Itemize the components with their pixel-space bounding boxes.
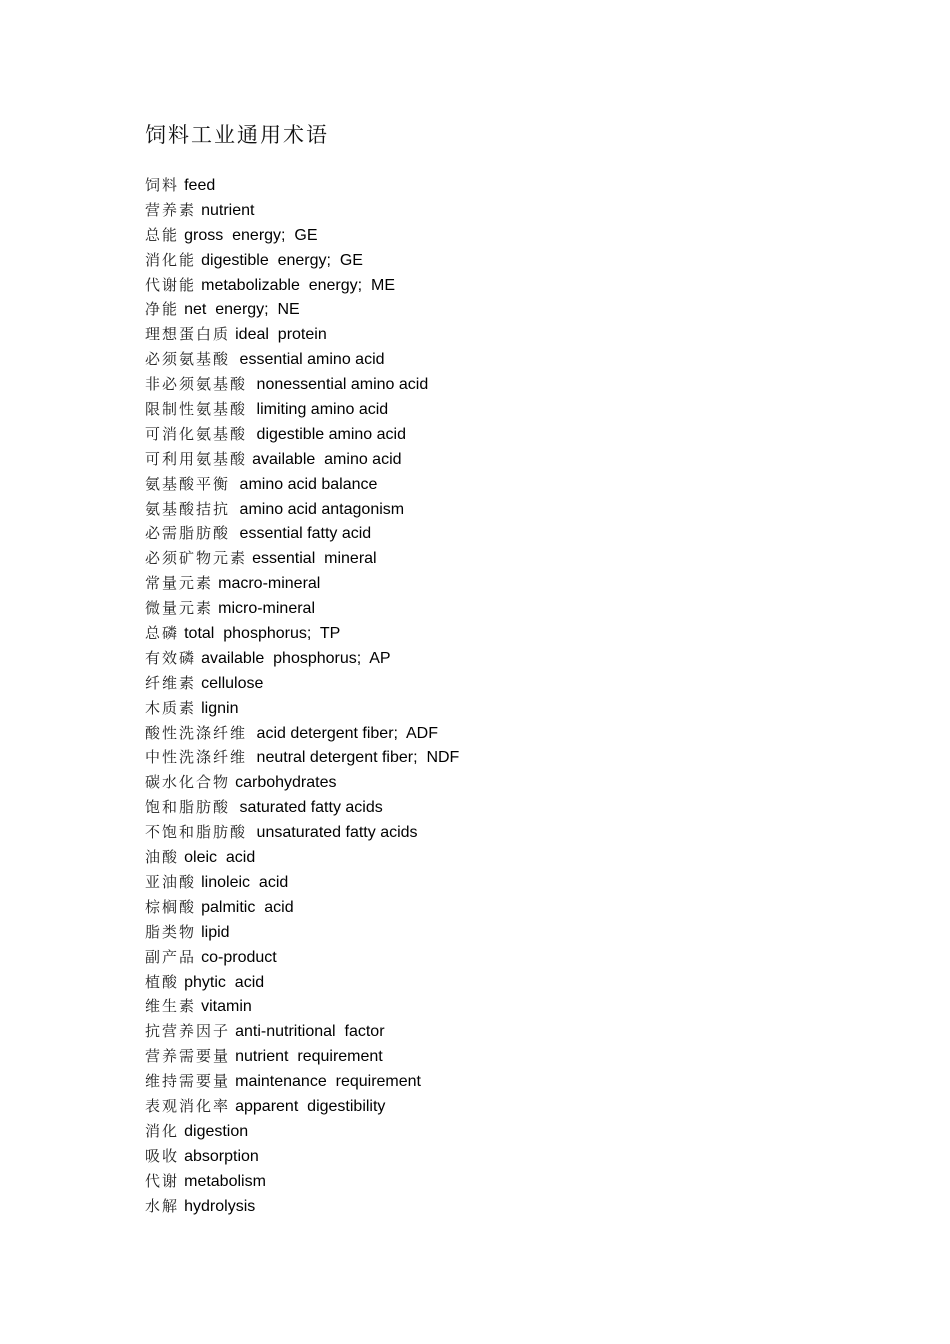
term-english: gross energy; GE [184,226,318,244]
term-english: neutral detergent fiber; NDF [252,749,460,767]
term-chinese: 酸性洗涤纤维 [145,723,248,742]
term-row [145,546,905,571]
term-chinese: 碳水化合物 [145,773,231,792]
term-row [145,696,905,721]
term-english: macro-mineral [218,575,321,593]
term-row [145,173,905,198]
term-english: feed [184,177,216,194]
term-english: co-product [201,948,277,966]
term-row [145,571,905,596]
term-row [145,248,905,273]
term-english: essential fatty acid [235,525,372,543]
term-row [145,372,905,397]
term-row [145,1069,905,1094]
term-chinese: 维持需要量 [145,1072,231,1091]
term-english: nonessential amino acid [252,376,429,394]
term-english: total phosphorus; TP [184,625,341,643]
term-chinese: 亚油酸 [145,872,197,891]
term-row [145,447,905,472]
term-english: carbohydrates [235,774,337,792]
term-row [145,297,905,322]
term-row [145,721,905,746]
term-english: digestible energy; GE [201,251,363,269]
term-row [145,994,905,1019]
term-row [145,820,905,845]
term-row [145,671,905,696]
term-english: micro-mineral [218,600,316,618]
term-chinese: 不饱和脂肪酸 [145,823,248,842]
term-chinese: 可消化氨基酸 [145,424,248,443]
term-chinese: 吸收 [145,1146,180,1165]
term-english: essential mineral [252,550,377,568]
term-english: amino acid balance [235,475,378,493]
term-english: hydrolysis [184,1197,256,1215]
term-chinese: 净能 [145,300,180,319]
term-row [145,945,905,970]
term-chinese: 代谢能 [145,275,197,294]
term-english: anti-nutritional factor [235,1023,385,1041]
term-english: metabolism [184,1172,266,1190]
term-chinese: 有效磷 [145,648,197,667]
term-chinese: 理想蛋白质 [145,325,231,344]
term-english: lignin [201,699,239,717]
term-chinese: 植酸 [145,972,180,991]
term-english: oleic acid [184,849,256,867]
term-chinese: 中性洗涤纤维 [145,748,248,767]
term-english: digestion [184,1122,249,1140]
term-english: digestible amino acid [252,425,406,443]
term-english: unsaturated fatty acids [252,824,418,842]
term-row [145,223,905,248]
term-english: apparent digestibility [235,1097,386,1115]
term-english: available phosphorus; AP [201,649,391,667]
term-chinese: 副产品 [145,947,197,966]
term-english: linoleic acid [201,873,289,891]
term-chinese: 氨基酸拮抗 [145,499,231,518]
term-row [145,497,905,522]
term-row [145,770,905,795]
term-row [145,1019,905,1044]
term-chinese: 限制性氨基酸 [145,400,248,419]
term-chinese: 微量元素 [145,599,214,618]
term-row [145,347,905,372]
term-english: essential amino acid [235,351,385,369]
term-row [145,521,905,546]
term-chinese: 油酸 [145,848,180,867]
document-page [145,118,905,1218]
term-list [145,173,905,1218]
term-row [145,1094,905,1119]
term-row [145,621,905,646]
term-chinese: 饲料 [145,176,180,194]
document-title: 饲料工业通用术语 [145,123,329,147]
term-row [145,795,905,820]
term-row [145,596,905,621]
term-english: phytic acid [184,973,265,991]
term-english: available amino acid [252,450,402,468]
term-english: maintenance requirement [235,1073,421,1091]
term-english: lipid [201,923,230,941]
term-row [145,1044,905,1069]
term-chinese: 消化 [145,1121,180,1140]
term-row [145,322,905,347]
term-row [145,422,905,447]
term-chinese: 抗营养因子 [145,1022,231,1041]
term-chinese: 氨基酸平衡 [145,474,231,493]
term-chinese: 水解 [145,1196,180,1215]
term-chinese: 饱和脂肪酸 [145,798,231,817]
term-row [145,1194,905,1219]
term-row [145,1119,905,1144]
term-row [145,895,905,920]
term-english: ideal protein [235,326,327,344]
term-chinese: 常量元素 [145,574,214,593]
term-english: net energy; NE [184,301,300,319]
term-chinese: 总能 [145,225,180,244]
term-chinese: 木质素 [145,698,197,717]
term-english: palmitic acid [201,898,294,916]
term-chinese: 表观消化率 [145,1096,231,1115]
term-row [145,845,905,870]
term-chinese: 必须矿物元素 [145,549,248,568]
term-row [145,745,905,770]
term-row [145,273,905,298]
term-row [145,472,905,497]
term-chinese: 营养素 [145,200,197,219]
term-chinese: 棕榈酸 [145,897,197,916]
term-english: amino acid antagonism [235,500,405,518]
term-chinese: 必须氨基酸 [145,350,231,369]
term-row [145,1169,905,1194]
term-chinese: 必需脂肪酸 [145,524,231,543]
term-chinese: 消化能 [145,250,197,269]
term-english: acid detergent fiber; ADF [252,724,438,742]
term-chinese: 纤维素 [145,673,197,692]
term-english: vitamin [201,998,252,1016]
term-row [145,646,905,671]
term-chinese: 营养需要量 [145,1047,231,1066]
term-row [145,397,905,422]
term-row [145,870,905,895]
term-english: nutrient [201,201,255,219]
term-row [145,1144,905,1169]
term-english: absorption [184,1147,259,1165]
term-row [145,920,905,945]
term-chinese: 非必须氨基酸 [145,375,248,394]
term-chinese: 可利用氨基酸 [145,449,248,468]
term-row [145,198,905,223]
term-english: metabolizable energy; ME [201,276,395,294]
term-chinese: 脂类物 [145,922,197,941]
term-chinese: 代谢 [145,1171,180,1190]
term-english: limiting amino acid [252,401,389,419]
term-english: nutrient requirement [235,1048,383,1066]
term-chinese: 维生素 [145,997,197,1016]
term-chinese: 总磷 [145,624,180,643]
term-row [145,970,905,995]
term-english: saturated fatty acids [235,799,383,817]
term-english: cellulose [201,674,264,692]
